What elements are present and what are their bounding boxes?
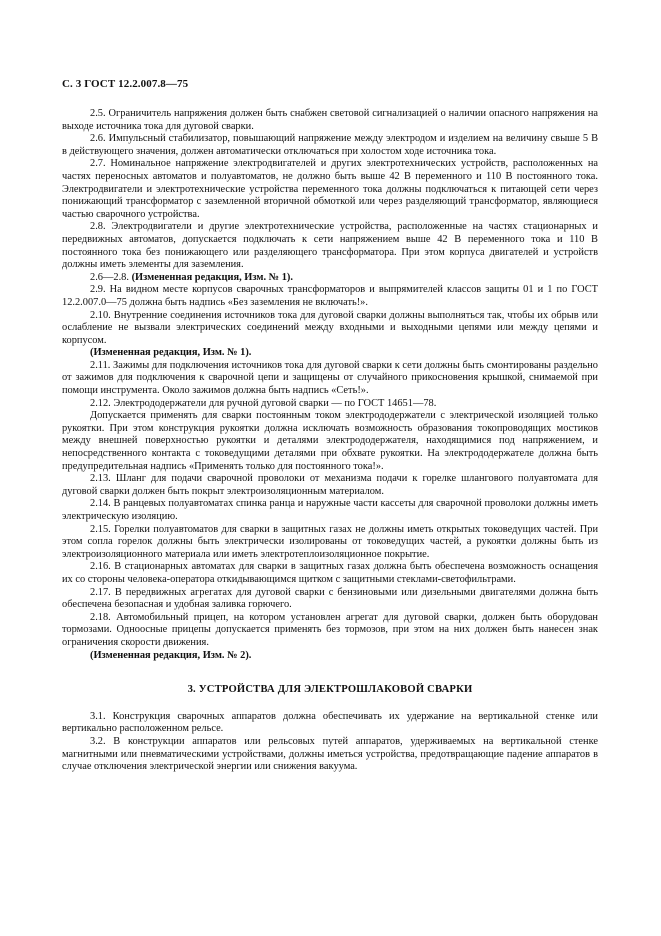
amendment-note: (Измененная редакция, Изм. № 1). [131,271,293,283]
paragraph-2-14: 2.14. В ранцевых полуавтоматах спинка ранца и наружные части кассеты для сварочной проволоки должны иметь электрическую изоляцию. [62,498,598,522]
paragraph-2-12: 2.12. Электрододержатели для ручной дуговой сварки — по ГОСТ 14651—78. [90,397,437,409]
paragraph-2-17: 2.17. В передвижных агрегатах для дуговой сварки с бензиновыми или дизельными двигателями должна быть обеспечена безопасная и удобная заливка горючего. [62,586,598,611]
paragraph-2-5: 2.5. Ограничитель напряжения должен быть снабжен световой сигнализацией о наличии опасного напряжения на выходе источника тока для дуговой сварки. [62,108,598,132]
paragraph-2-11: 2.11. Зажимы для подключения источников тока для дуговой сварки к сети должны быть смонтированы раздельно от зажимов для подключения к сварочной цепи и защищены от случайного прикосновения крышкой, снимаемой при помощи инструмента. Около зажимов должна быть надпись «Сеть!». [62,359,598,397]
amendment-2-18: (Измененная редакция, Изм. № 2). [90,649,252,661]
paragraph-3-1: 3.1. Конструкция сварочных аппаратов должна обеспечивать их удержание на вертикальной стенке или вертикально расположенном рельсе. [62,710,598,735]
paragraph-2-13: 2.13. Шланг для подачи сварочной проволоки от механизма подачи к горелке шлангового полуавтомата для дуговой сварки должен быть покрыт электроизоляционным материалом. [62,473,598,497]
paragraph-3-2: 3.2. В конструкции аппаратов или рельсовых путей аппаратов, удерживаемых на вертикальной стенке магнитными или пневматическими устройствами, должны иметься устройства, предотвращающие падение аппаратов в случае отключения электрической энергии или снижения вакуума. [62,735,598,773]
paragraph-2-16: 2.16. В стационарных автоматах для сварки в защитных газах должна быть обеспечена возможность оснащения их со стороны человека-оператора откидывающимся щитком с защитными стеклами-светофильтрами. [62,561,598,585]
paragraph-2-15: 2.15. Горелки полуавтоматов для сварки в защитных газах не должны иметь открытых токоведущих частей. При этом сопла горелок должны быть электрически изолированы от токоведущих частей, а рукоятки должны быть из электроизоляционного материала или иметь электротеплоизоляционное покрытие. [62,523,598,560]
amendment-prefix: 2.6—2.8. [90,271,132,283]
amendment-2-10: (Измененная редакция, Изм. № 1). [90,347,252,359]
paragraph-2-8: 2.8. Электродвигатели и другие электротехнические устройства, расположенные на частях стационарных и передвижных автоматов, допускается подключать к сети напряжением выше 42 В переменного тока и 110 В постоянного тока без понижающего или разделяющего трансформатора. При этом корпуса двигателей и устройств должны иметь элементы для заземления. [62,221,598,271]
amendment-2-6-2-8 [62,272,598,285]
paragraph-2-12-note: Допускается применять для сварки постоянным током электрододержатели с электрической изоляцией только рукоятки. При этом конструкция рукоятки должна исключать возможность образования токопроводящих мостиков между внешней поверхностью рукоятки и деталями электрододержателя, находящимися под напряжением, и непосредственного контакта с токоведущими деталями при обхвате рукоятки. На электрододержателе должна быть предупредительная надпись «Применять только для постоянного тока!». [62,410,598,472]
section-3-title: 3. УСТРОЙСТВА ДЛЯ ЭЛЕКТРОШЛАКОВОЙ СВАРКИ [187,684,473,696]
paragraph-2-7: 2.7. Номинальное напряжение электродвигателей и других электротехнических устройств, расположенных на частях переносных автоматов и полуавтоматов, не должно быть выше 42 В переменного и 110 В постоянного тока. Электродвигатели и электротехнические устройства переменного тока должны подключаться к питающей сети через понижающий трансформатор с заземленной вторичной обмоткой или через разделяющий трансформатор, являющиеся частью сварочного устройства. [62,158,598,220]
paragraph-2-18: 2.18. Автомобильный прицеп, на котором установлен агрегат для дуговой сварки, должен быть оборудован тормозами. Одноосные прицепы допускается применять без тормозов, при этом на них должен быть нанесен знак ограничения скорости движения. [62,611,598,648]
paragraph-2-9: 2.9. На видном месте корпусов сварочных трансформаторов и выпрямителей классов защиты 01 и 1 по ГОСТ 12.2.007.0—75 должна быть надпись «Без заземления не включать!». [62,284,598,308]
paragraph-2-6: 2.6. Импульсный стабилизатор, повышающий напряжение между электродом и изделием на величину свыше 5 В в действующего значения, должен автоматически отключаться при холостом ходе источника тока. [62,133,598,157]
document-body [62,108,598,774]
paragraph-2-10: 2.10. Внутренние соединения источников тока для дуговой сварки должны выполняться так, чтобы их обрыв или ослабление не вызвали электрических соединений между входными и выходными цепями или между цепями и корпусом. [62,309,598,346]
page-header: С. 3 ГОСТ 12.2.007.8—75 [62,78,189,90]
